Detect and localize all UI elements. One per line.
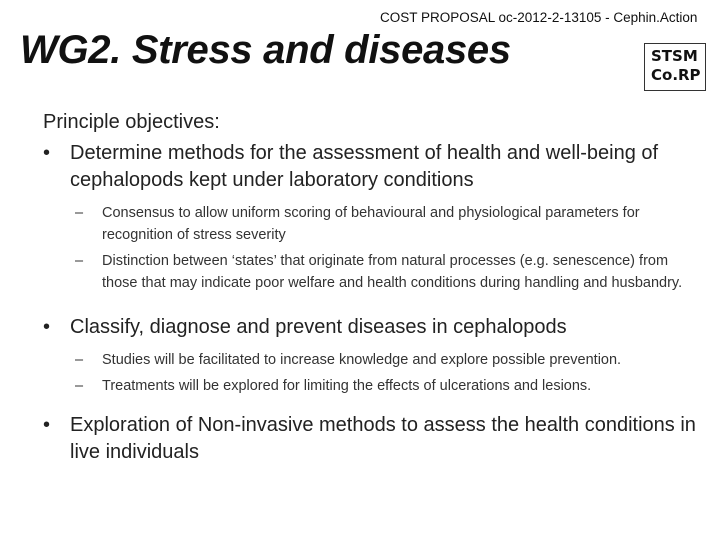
sub-dash: – <box>75 205 84 221</box>
bullet-item <box>43 412 703 466</box>
sub-text: Consensus to allow uniform scoring of behavioural and physiological parameters for recognition of stress severity <box>102 205 640 243</box>
bullet-text: Classify, diagnose and prevent diseases in cephalopods <box>70 316 567 338</box>
slide-content <box>43 110 703 466</box>
objectives-heading: Principle objectives: <box>43 111 220 133</box>
sub-list <box>43 349 703 397</box>
sub-text: Distinction between ‘states’ that originate from natural processes (e.g. senescence) from those that may indicate poor welfare and health conditions during handling and husbandry. <box>102 253 683 291</box>
sub-item <box>43 250 703 294</box>
bullet-dot: • <box>43 316 51 338</box>
sub-dash: – <box>75 352 84 368</box>
sub-text: Treatments will be explored for limiting the effects of ulcerations and lesions. <box>102 378 592 394</box>
sub-dash: – <box>75 378 84 394</box>
badge-line-corp: Co.RP <box>651 66 701 84</box>
sub-item <box>43 375 703 397</box>
bullet-dot: • <box>43 414 51 436</box>
sub-list <box>43 202 703 294</box>
proposal-reference: COST PROPOSAL oc-2012-2-13105 - Cephin.Action <box>380 10 698 25</box>
bullet-dot: • <box>43 142 51 164</box>
bullet-text: Exploration of Non-invasive methods to assess the health conditions in live individuals <box>70 414 696 463</box>
bullet-item <box>43 140 703 194</box>
slide-title: WG2. Stress and diseases <box>20 28 511 72</box>
bullet-item <box>43 314 703 341</box>
sub-text: Studies will be facilitated to increase knowledge and explore possible prevention. <box>102 352 622 368</box>
stsm-corp-badge <box>644 43 706 91</box>
sub-dash: – <box>75 253 84 269</box>
bullet-text: Determine methods for the assessment of health and well-being of cephalopods kept under laboratory conditions <box>70 142 659 191</box>
sub-item <box>43 202 703 246</box>
sub-item <box>43 349 703 371</box>
badge-line-stsm: STSM <box>651 47 698 65</box>
